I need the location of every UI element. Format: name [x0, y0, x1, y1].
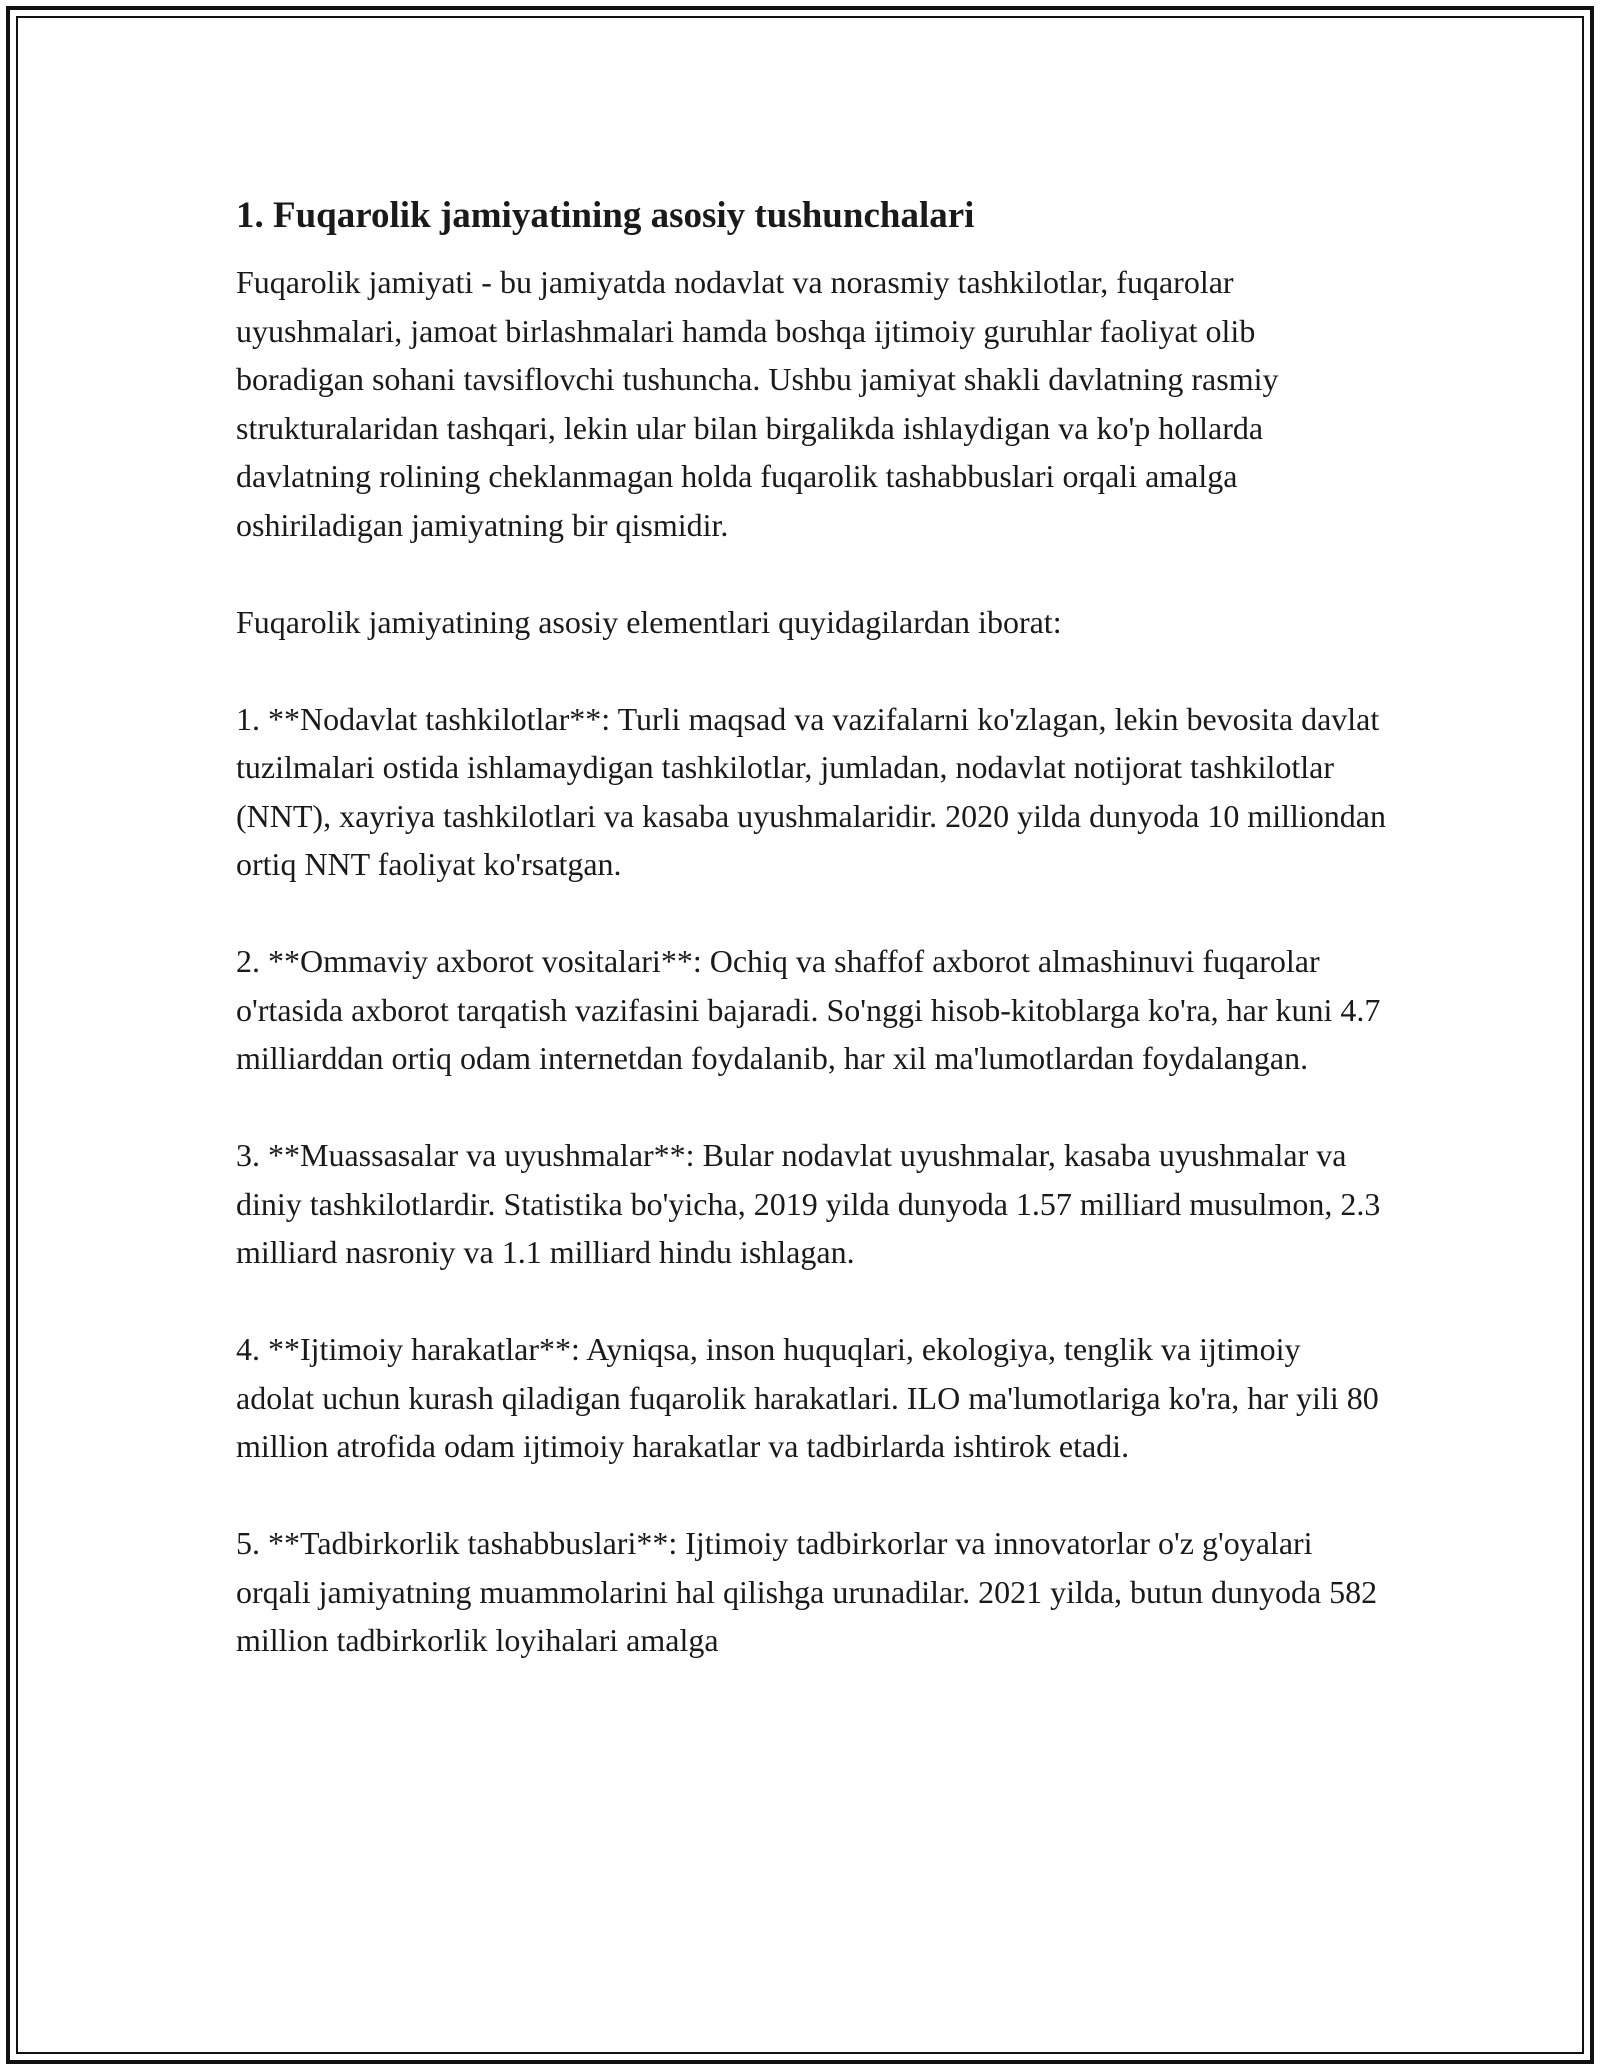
list-item-entrepreneurship: 5. **Tadbirkorlik tashabbuslari**: Ijtimoiy tadbirkorlar va innovatorlar o'z g'oyalari orqali jamiyatning muammolarini hal qilishga urunadilar. 2021 yilda, butun dunyoda 582 million tadbirkorlik loyihalari amalga — [236, 1525, 1378, 1658]
elements-intro-paragraph: Fuqarolik jamiyatining asosiy elementlari quyidagilardan iborat: — [236, 603, 1062, 640]
intro-paragraph: Fuqarolik jamiyati - bu jamiyatda nodavlat va norasmiy tashkilotlar, fuqarolar uyushmalari, jamoat birlashmalari hamda boshqa ijtimoiy guruhlar faoliyat olib boradigan sohani tavsiflovchi tushuncha. Ushbu jamiyat shakli davlatning rasmiy strukturalaridan tashqari, lekin ular bilan birgalikda ishlaydigan va ko'p hollarda davlatning rolining cheklanmagan holda fuqarolik tashabbuslari orqali amalga oshiriladigan jamiyatning bir qismidir. — [236, 264, 1279, 543]
section-heading: 1. Fuqarolik jamiyatining asosiy tushunchalari — [236, 195, 975, 236]
list-item-institutions: 3. **Muassasalar va uyushmalar**: Bular nodavlat uyushmalar, kasaba uyushmalar va diniy tashkilotlardir. Statistika bo'yicha, 2019 yilda dunyoda 1.57 milliard musulmon, 2.3 milliard nasroniy va 1.1 milliard hindu ishlagan. — [236, 1137, 1381, 1270]
list-item-social-movements: 4. **Ijtimoiy harakatlar**: Ayniqsa, inson huquqlari, ekologiya, tenglik va ijtimoiy adolat uchun kurash qiladigan fuqarolik harakatlari. ILO ma'lumotlariga ko'ra, har yili 80 million atrofida odam ijtimoiy harakatlar va tadbirlarda ishtirok etadi. — [236, 1331, 1379, 1464]
document-body — [236, 188, 1386, 1713]
list-item-mass-media: 2. **Ommaviy axborot vositalari**: Ochiq va shaffof axborot almashinuvi fuqarolar o'rtasida axborot tarqatish vazifasini bajaradi. So'nggi hisob-kitoblarga ko'ra, har kuni 4.7 milliarddan ortiq odam internetdan foydalanib, har xil ma'lumotlardan foydalangan. — [236, 943, 1381, 1076]
list-item-ngos: 1. **Nodavlat tashkilotlar**: Turli maqsad va vazifalarni ko'zlagan, lekin bevosita davlat tuzilmalari ostida ishlamaydigan tashkilotlar, jumladan, nodavlat notijorat tashkilotlar (NNT), xayriya tashkilotlari va kasaba uyushmalaridir. 2020 yilda dunyoda 10 milliondan ortiq NNT faoliyat ko'rsatgan. — [236, 700, 1386, 882]
